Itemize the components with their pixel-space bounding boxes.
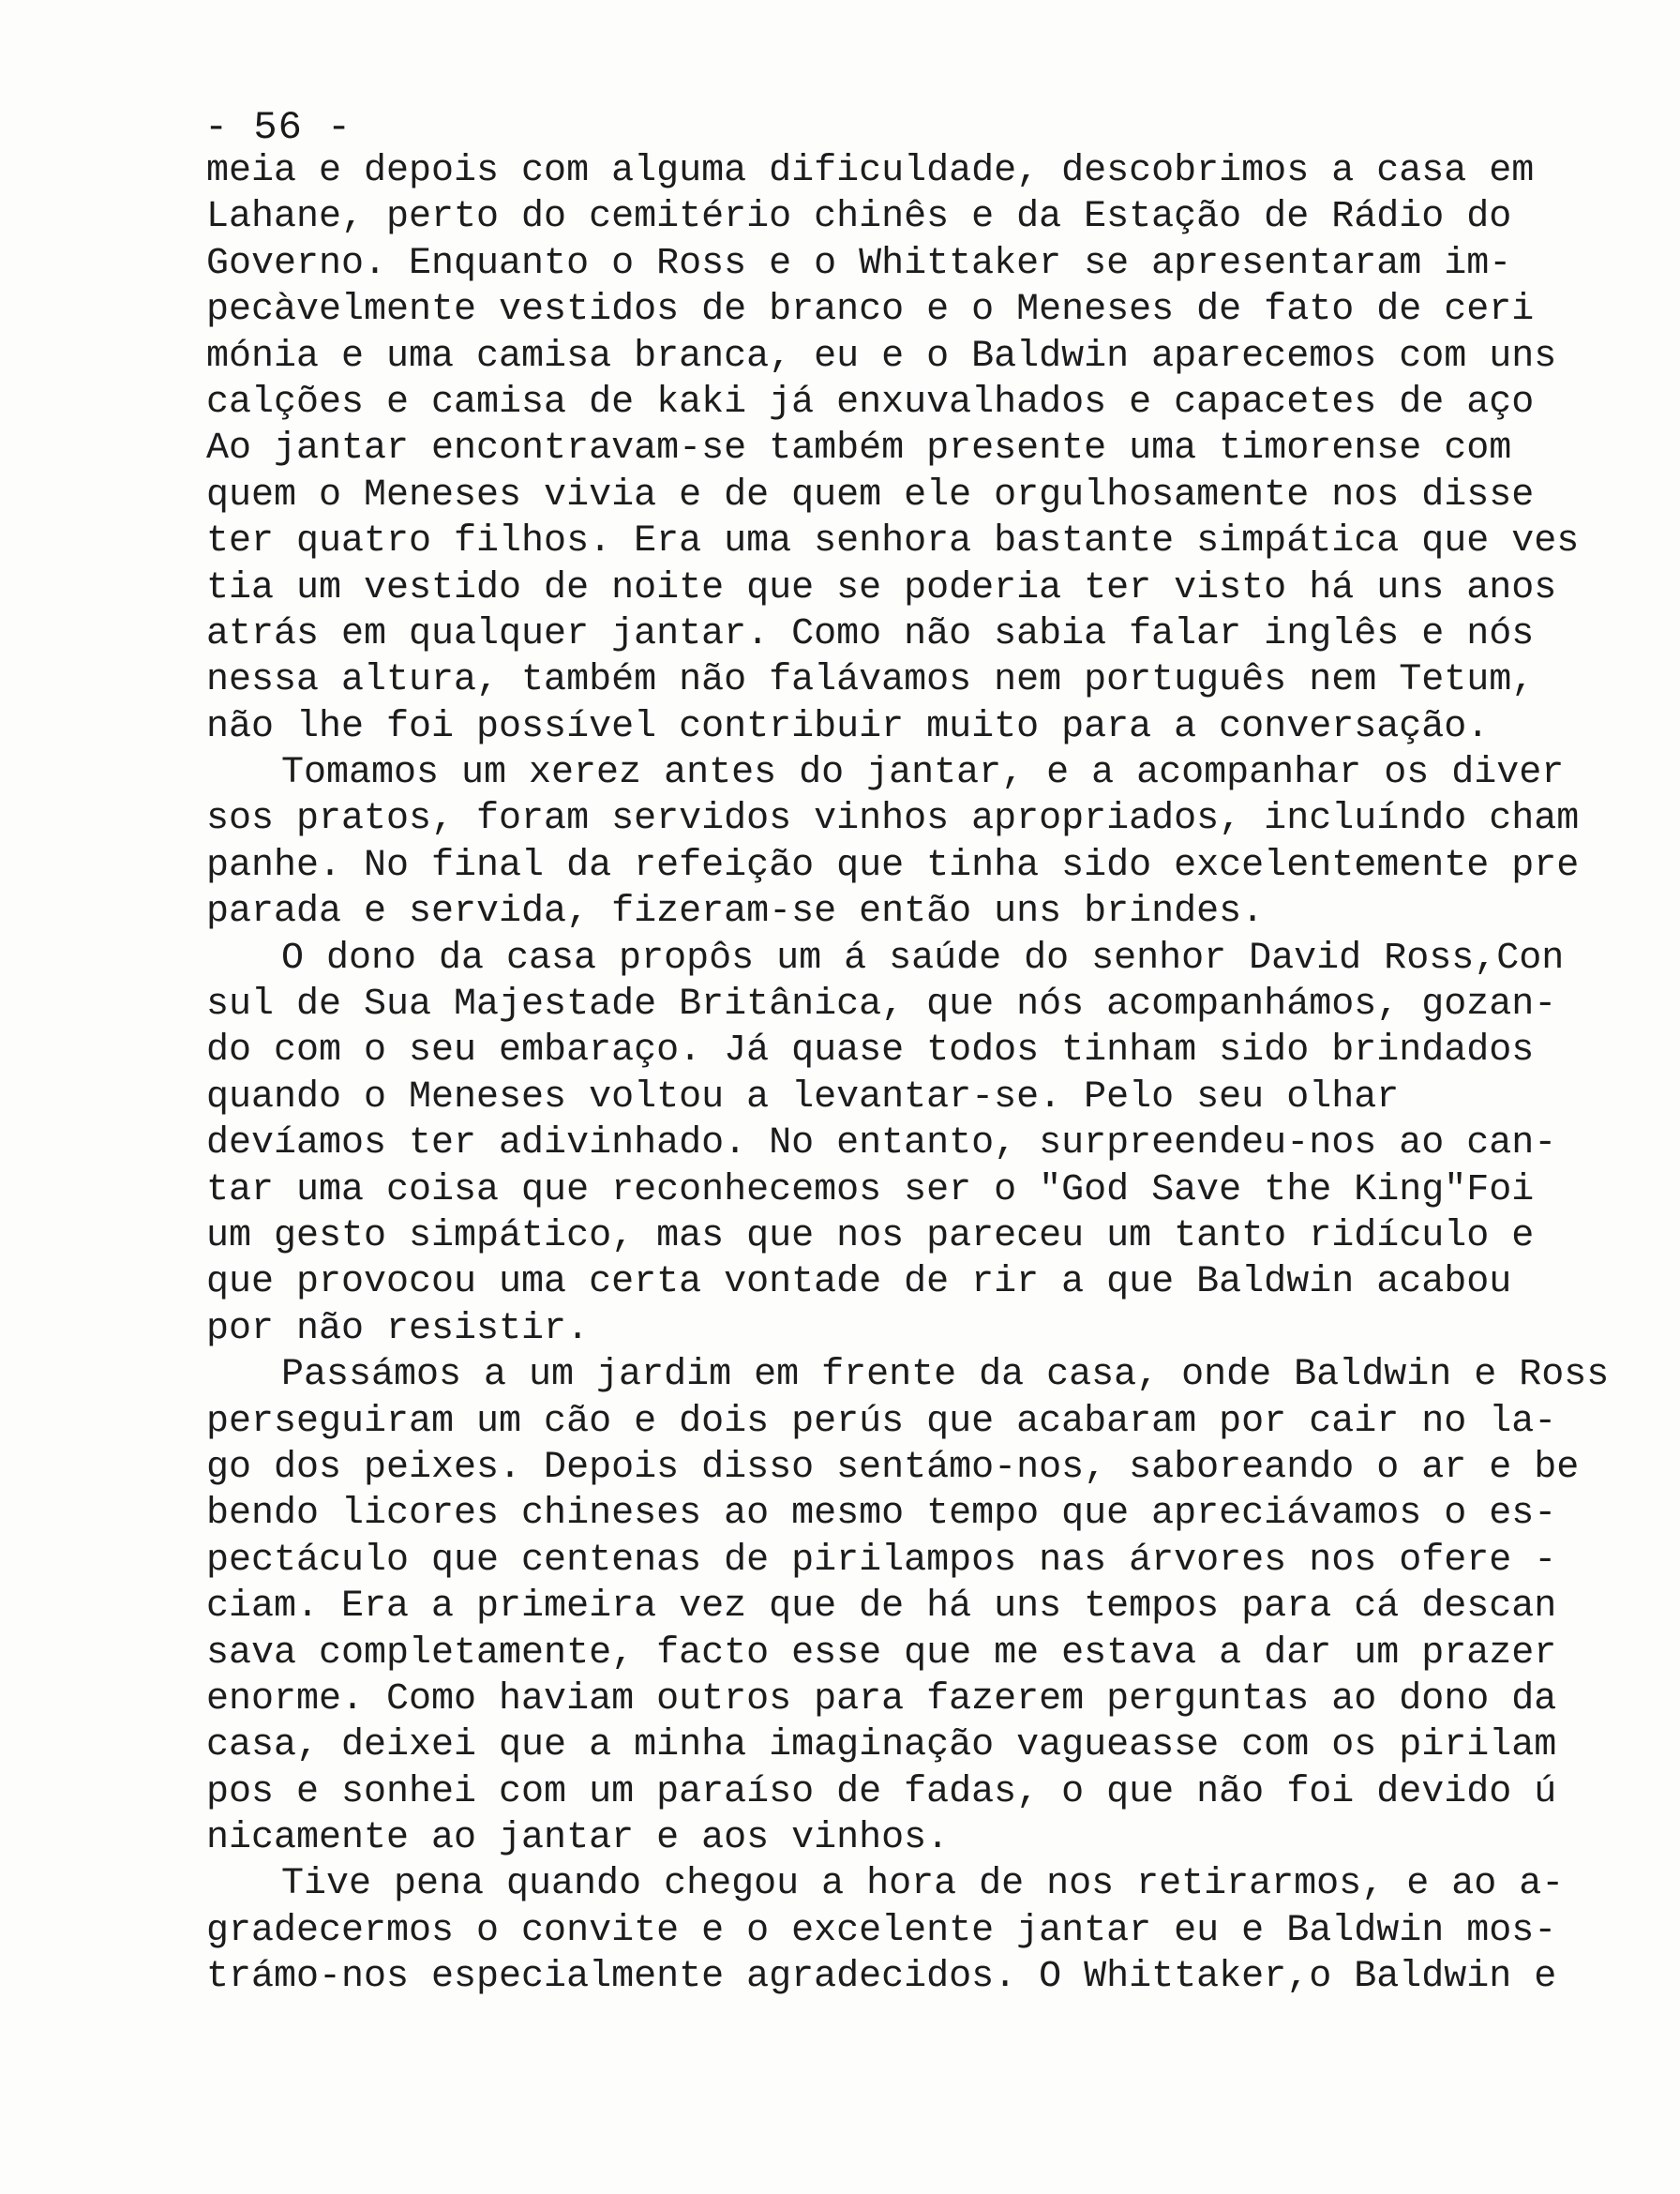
paragraph-start-line: O dono da casa propôs um á saúde do senhor David Ross,Con bbox=[281, 937, 1565, 980]
text-line: Lahane, perto do cemitério chinês e da Estação de Rádio do bbox=[206, 196, 1512, 239]
text-line: sava completamente, facto esse que me estava a dar um prazer bbox=[206, 1631, 1557, 1675]
paragraph-start-line: Tomamos um xerez antes do jantar, e a acompanhar os diver bbox=[281, 752, 1565, 795]
text-line: sos pratos, foram servidos vinhos apropriados, incluíndo cham bbox=[206, 798, 1580, 841]
text-line: gradecermos o convite e o excelente jantar eu e Baldwin mos- bbox=[206, 1909, 1557, 1952]
text-line: sul de Sua Majestade Britânica, que nós acompanhámos, gozan- bbox=[206, 984, 1557, 1027]
body-text bbox=[206, 148, 1622, 2001]
text-line: pos e sonhei com um paraíso de fadas, o que não foi devido ú bbox=[206, 1770, 1557, 1813]
text-line: pecàvelmente vestidos de branco e o Meneses de fato de ceri bbox=[206, 289, 1535, 332]
text-line: nessa altura, também não falávamos nem português nem Tetum, bbox=[206, 659, 1535, 702]
text-line: pectáculo que centenas de pirilampos nas árvores nos ofere - bbox=[206, 1539, 1557, 1582]
paragraph-start-line: Tive pena quando chegou a hora de nos retirarmos, e ao a- bbox=[281, 1863, 1565, 1906]
text-line: meia e depois com alguma dificuldade, descobrimos a casa em bbox=[206, 150, 1535, 192]
text-line: mónia e uma camisa branca, eu e o Baldwin aparecemos com uns bbox=[206, 335, 1557, 378]
page-number: - 56 - bbox=[204, 105, 352, 150]
text-line: bendo licores chineses ao mesmo tempo que apreciávamos o es- bbox=[206, 1493, 1557, 1536]
text-line: quem o Meneses vivia e de quem ele orgulhosamente nos disse bbox=[206, 473, 1535, 517]
text-line: tar uma coisa que reconhecemos ser o "God Save the King"Foi bbox=[206, 1168, 1535, 1211]
text-line: parada e servida, fizeram-se então uns brindes. bbox=[206, 891, 1265, 934]
text-line: que provocou uma certa vontade de rir a que Baldwin acabou bbox=[206, 1261, 1512, 1304]
text-line: calções e camisa de kaki já enxuvalhados e capacetes de aço bbox=[206, 381, 1535, 424]
text-line: do com o seu embaraço. Já quase todos tinham sido brindados bbox=[206, 1029, 1535, 1073]
text-line: Ao jantar encontravam-se também presente uma timorense com bbox=[206, 428, 1512, 471]
text-line: devíamos ter adivinhado. No entanto, surpreendeu-nos ao can- bbox=[206, 1122, 1557, 1165]
text-line: ter quatro filhos. Era uma senhora bastante simpática que ves bbox=[206, 520, 1580, 564]
text-line: go dos peixes. Depois disso sentámo-nos, saboreando o ar e be bbox=[206, 1446, 1580, 1489]
text-line: panhe. No final da refeição que tinha sido excelentemente pre bbox=[206, 844, 1580, 887]
text-line: tia um vestido de noite que se poderia ter visto há uns anos bbox=[206, 566, 1557, 609]
text-line: quando o Meneses voltou a levantar-se. Pelo seu olhar bbox=[206, 1075, 1400, 1119]
text-line: enorme. Como haviam outros para fazerem perguntas ao dono da bbox=[206, 1677, 1557, 1721]
text-line: não lhe foi possível contribuir muito para a conversação. bbox=[206, 705, 1490, 748]
text-line: por não resistir. bbox=[206, 1307, 590, 1350]
paragraph-start-line: Passámos a um jardim em frente da casa, onde Baldwin e Ross bbox=[281, 1354, 1610, 1397]
text-line: um gesto simpático, mas que nos pareceu um tanto ridículo e bbox=[206, 1214, 1535, 1257]
text-line: casa, deixei que a minha imaginação vagueasse com os pirilam bbox=[206, 1724, 1557, 1767]
text-line: ciam. Era a primeira vez que de há uns tempos para cá descan bbox=[206, 1585, 1557, 1629]
text-line: perseguiram um cão e dois perús que acabaram por cair no la- bbox=[206, 1400, 1557, 1443]
text-line: trámo-nos especialmente agradecidos. O Whittaker,o Baldwin e bbox=[206, 1956, 1557, 1999]
text-line: atrás em qualquer jantar. Como não sabia falar inglês e nós bbox=[206, 612, 1535, 655]
text-line: nicamente ao jantar e aos vinhos. bbox=[206, 1817, 950, 1860]
text-line: Governo. Enquanto o Ross e o Whittaker se apresentaram im- bbox=[206, 242, 1512, 285]
